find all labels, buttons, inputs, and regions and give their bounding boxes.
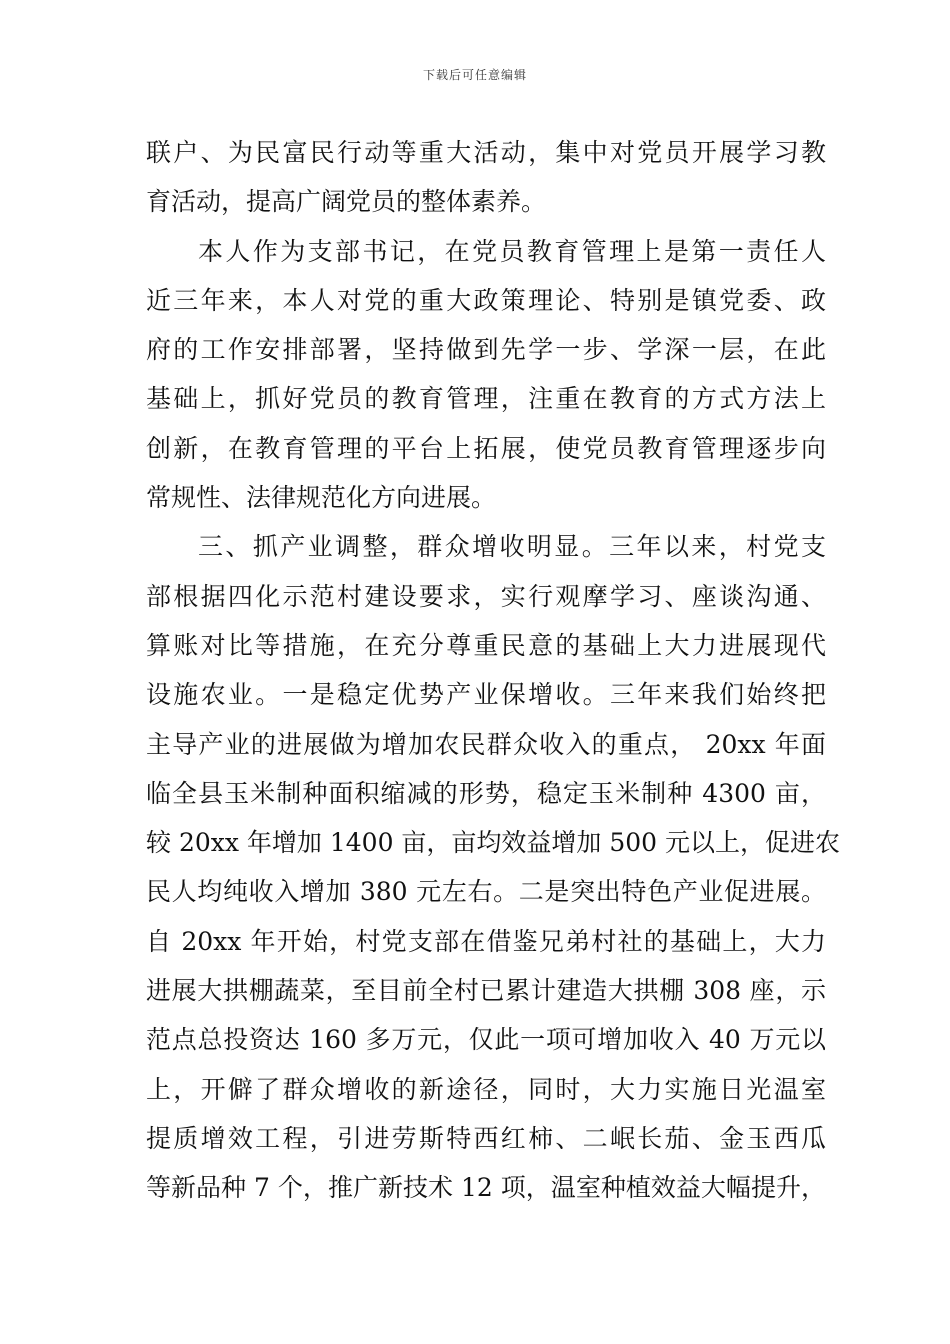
text-line: 上，开僻了群众增收的新途径，同时，大力实施日光温室 <box>146 1074 826 1104</box>
text-line: 三、抓产业调整，群众增收明显。三年以来，村党支 <box>198 532 826 562</box>
text-line: 本人作为支部书记，在党员教育管理上是第一责任人 <box>198 236 826 266</box>
page-header-note: 下载后可任意编辑 <box>422 68 527 82</box>
text-line: 自 20xx 年开始，村党支部在借鉴兄弟村社的基础上，大力 <box>146 926 826 956</box>
text-line: 民人均纯收入增加 380 元左右。二是突出特色产业促进展。 <box>146 877 826 907</box>
text-line: 基础上，抓好党员的教育管理，注重在教育的方式方法上 <box>146 384 826 414</box>
text-line: 常规性、法律规范化方向进展。 <box>146 483 497 513</box>
text-line: 主导产业的进展做为增加农民群众收入的重点， 20xx 年面 <box>146 729 826 759</box>
text-line: 较 20xx 年增加 1400 亩，亩均效益增加 500 元以上，促进农 <box>146 828 841 858</box>
text-line: 创新，在教育管理的平台上拓展，使党员教育管理逐步向 <box>146 433 826 463</box>
text-line: 近三年来，本人对党的重大政策理论、特别是镇党委、政 <box>146 285 826 315</box>
text-line: 府的工作安排部署，坚持做到先学一步、学深一层，在此 <box>146 335 826 365</box>
text-line: 设施农业。一是稳定优势产业保增收。三年来我们始终把 <box>146 680 826 710</box>
text-line: 范点总投资达 160 多万元，仅此一项可增加收入 40 万元以 <box>146 1025 826 1055</box>
text-line: 育活动，提高广阔党员的整体素养。 <box>146 187 547 217</box>
text-line: 提质增效工程，引进劳斯特西红柿、二岷长茄、金玉西瓜 <box>146 1123 826 1153</box>
text-line: 临全县玉米制种面积缩减的形势，稳定玉米制种 4300 亩， <box>146 778 826 808</box>
text-line: 联户、为民富民行动等重大活动，集中对党员开展学习教 <box>146 138 826 167</box>
document-body <box>146 128 841 1213</box>
text-line: 进展大拱棚蔬菜，至目前全村已累计建造大拱棚 308 座，示 <box>146 976 826 1006</box>
text-line: 算账对比等措施，在充分尊重民意的基础上大力进展现代 <box>146 630 826 660</box>
text-line: 部根据四化示范村建设要求，实行观摩学习、座谈沟通、 <box>146 581 826 611</box>
text-line: 等新品种 7 个，推广新技术 12 项，温室种植效益大幅提升， <box>146 1173 826 1203</box>
